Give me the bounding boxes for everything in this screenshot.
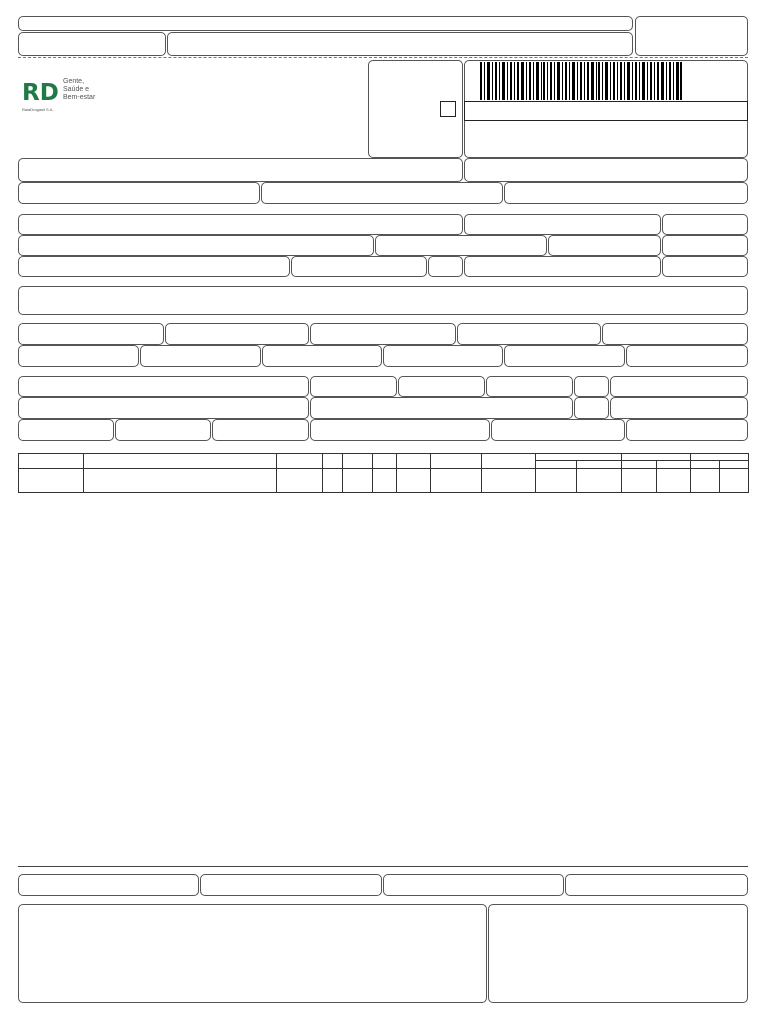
carrier-uf-field[interactable]	[574, 397, 609, 419]
col-product-code	[19, 454, 84, 469]
table-row	[19, 469, 749, 493]
gross-weight-field[interactable]	[491, 419, 625, 441]
logo-company-name: RaiaDrogasil S.A.	[22, 107, 54, 112]
col-group-values	[622, 454, 691, 461]
receipt-field-date[interactable]	[18, 32, 166, 56]
col-total-value	[482, 454, 536, 469]
receipt-field-nfe-number[interactable]	[635, 16, 748, 56]
icms-value-field[interactable]	[165, 323, 309, 345]
col-ipi-rate	[720, 461, 749, 469]
tax-base-icms-field[interactable]	[18, 323, 164, 345]
receipt-field-signature[interactable]	[167, 32, 633, 56]
table-header-row	[19, 454, 749, 461]
recipient-district-field[interactable]	[375, 235, 547, 256]
section-divider	[18, 866, 748, 867]
additional-information-field[interactable]	[18, 904, 487, 1003]
recipient-uf-field[interactable]	[428, 256, 463, 277]
authorization-protocol-field[interactable]	[464, 158, 748, 182]
operation-type-checkbox[interactable]	[440, 101, 456, 117]
col-icms-rate	[691, 461, 720, 469]
municipal-registration-field[interactable]	[18, 874, 199, 896]
antt-code-field[interactable]	[398, 376, 485, 397]
recipient-phone-field[interactable]	[291, 256, 427, 277]
tagline-line-2: Saúde e	[63, 86, 90, 93]
receipt-cut-line	[18, 57, 748, 58]
col-group-rates	[691, 454, 749, 461]
invoice-duplicates-field[interactable]	[18, 286, 748, 315]
cnpj-field[interactable]	[504, 182, 748, 204]
col-unit-value	[431, 454, 482, 469]
col-group-bases	[536, 454, 622, 461]
col-icms-base	[536, 461, 577, 469]
carrier-ie-field[interactable]	[610, 397, 748, 419]
col-ncm	[277, 454, 323, 469]
recipient-city-field[interactable]	[18, 256, 290, 277]
recipient-cnpj-field[interactable]	[464, 214, 661, 235]
vehicle-plate-field[interactable]	[486, 376, 573, 397]
carrier-city-field[interactable]	[310, 397, 573, 419]
carrier-name-field[interactable]	[18, 376, 309, 397]
insurance-value-field[interactable]	[140, 345, 261, 367]
rd-logo-icon	[22, 78, 62, 104]
tagline-line-3: Bem-estar	[63, 94, 96, 101]
access-key-field[interactable]	[464, 101, 748, 121]
nature-of-operation-field[interactable]	[18, 158, 463, 182]
col-description	[84, 454, 277, 469]
freight-value-field[interactable]	[18, 345, 139, 367]
net-weight-field[interactable]	[626, 419, 748, 441]
recipient-zip-field[interactable]	[548, 235, 661, 256]
recipient-name-field[interactable]	[18, 214, 463, 235]
products-table	[18, 453, 749, 493]
col-unit	[373, 454, 397, 469]
discount-field[interactable]	[262, 345, 382, 367]
freight-payer-field[interactable]	[310, 376, 397, 397]
recipient-address-field[interactable]	[18, 235, 374, 256]
recipient-ie-field[interactable]	[464, 256, 661, 277]
volume-numbering-field[interactable]	[310, 419, 490, 441]
products-table-end-line	[18, 492, 748, 493]
total-services-value-field[interactable]	[200, 874, 382, 896]
volume-quantity-field[interactable]	[18, 419, 114, 441]
svg-text:RD: RD	[22, 80, 59, 104]
col-ipi-value	[622, 461, 657, 469]
tagline-line-1: Gente,	[63, 78, 85, 85]
carrier-address-field[interactable]	[18, 397, 309, 419]
col-other	[657, 461, 691, 469]
total-invoice-value-field[interactable]	[626, 345, 748, 367]
exit-date-field[interactable]	[662, 235, 748, 256]
state-registration-field[interactable]	[18, 182, 260, 204]
fisco-reserved-field[interactable]	[488, 904, 748, 1003]
col-icms-value	[577, 461, 622, 469]
substitute-state-registration-field[interactable]	[261, 182, 503, 204]
logo-tagline	[63, 78, 95, 102]
company-logo	[22, 78, 132, 114]
carrier-cnpj-field[interactable]	[610, 376, 748, 397]
issqn-value-field[interactable]	[565, 874, 748, 896]
exit-time-field[interactable]	[662, 256, 748, 277]
tax-base-icms-st-field[interactable]	[310, 323, 456, 345]
ipi-value-field[interactable]	[504, 345, 625, 367]
volume-brand-field[interactable]	[212, 419, 309, 441]
icms-st-value-field[interactable]	[457, 323, 601, 345]
barcode	[480, 62, 682, 100]
col-cfop	[343, 454, 373, 469]
volume-species-field[interactable]	[115, 419, 211, 441]
receipt-field-top[interactable]	[18, 16, 633, 31]
col-cst	[323, 454, 343, 469]
total-products-value-field[interactable]	[602, 323, 748, 345]
vehicle-uf-field[interactable]	[574, 376, 609, 397]
other-expenses-field[interactable]	[383, 345, 503, 367]
col-quantity	[397, 454, 431, 469]
issue-date-field[interactable]	[662, 214, 748, 235]
issqn-base-field[interactable]	[383, 874, 564, 896]
